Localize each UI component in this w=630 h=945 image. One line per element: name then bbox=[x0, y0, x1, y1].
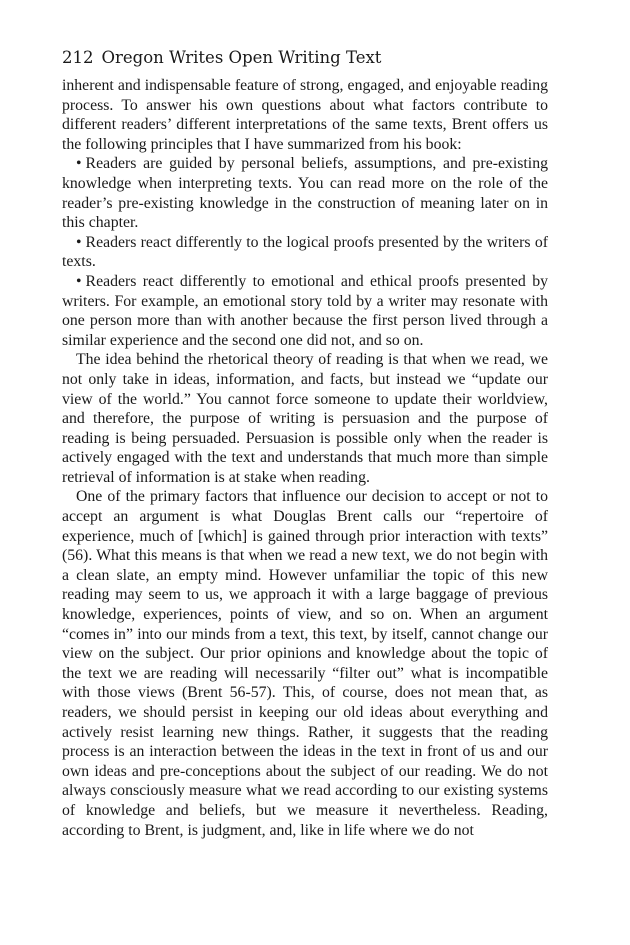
running-title: Oregon Writes Open Writing Text bbox=[101, 48, 382, 67]
paragraph: The idea behind the rhetorical theory of reading is that when we read, we not only take in ideas, information, and facts, but instead we “update our view of the world.” You cannot force someone to update their worldview, and therefore, the purpose of writing is persuasion and the purpose of reading is being persuaded. Persuasion is possible only when the reader is actively engaged with the text and understands that much more than simple retrieval of information is at stake when reading. bbox=[62, 351, 548, 486]
running-header bbox=[62, 48, 548, 68]
bullet-item bbox=[62, 233, 548, 272]
bullet-marker: • bbox=[76, 155, 82, 173]
book-page bbox=[62, 48, 548, 840]
intro-paragraph: inherent and indispensable feature of strong, engaged, and enjoyable reading process. To answer his own questions about what factors contribute to different readers’ different interpretations of the same texts, Brent offers us the following principles that I have summarized from his book: bbox=[62, 77, 548, 153]
paragraph: One of the primary factors that influence our decision to accept or not to accept an argument is what Douglas Brent calls our “repertoire of experience, much of [which] is gained through prior interaction with texts” (56). What this means is that when we read a new text, we do not begin with a clean slate, an empty mind. However unfamiliar the topic of this new reading may seem to us, we approach it with a large baggage of previous knowledge, experiences, points of view, and so on. When an argument “comes in” into our minds from a text, this text, by itself, cannot change our view on the subject. Our prior opinions and knowledge about the topic of the text we are reading will necessarily “filter out” what is incompatible with those views (Brent 56-57). This, of course, does not mean that, as readers, we should persist in keeping our old ideas about everything and actively resist learning new things. Rather, it suggests that the reading process is an interaction between the ideas in the text in front of us and our own ideas and pre-conceptions about the subject of our reading. We do not always consciously measure what we read according to our existing systems of knowledge and beliefs, but we measure it nevertheless. Reading, according to Brent, is judgment, and, like in life where we do not bbox=[62, 488, 548, 839]
bullet-marker: • bbox=[76, 233, 82, 251]
bullet-text: Readers react differently to emotional and ethical proofs presented by writers. For example, an emotional story told by a writer may resonate with one person more than with another because the first person lived through a similar experience and the second one did not, and so on. bbox=[62, 272, 548, 349]
body-text bbox=[62, 76, 548, 840]
bullet-item bbox=[62, 272, 548, 350]
bullet-item bbox=[62, 154, 548, 232]
page-number: 212 bbox=[62, 48, 94, 67]
bullet-text: Readers are guided by personal beliefs, assumptions, and pre-existing knowledge when interpreting texts. You can read more on the role of the reader’s pre-existing knowledge in the construction of meaning later on in this chapter. bbox=[62, 155, 548, 232]
bullet-text: Readers react differently to the logical proofs presented by the writers of texts. bbox=[62, 233, 548, 271]
bullet-marker: • bbox=[76, 272, 82, 290]
